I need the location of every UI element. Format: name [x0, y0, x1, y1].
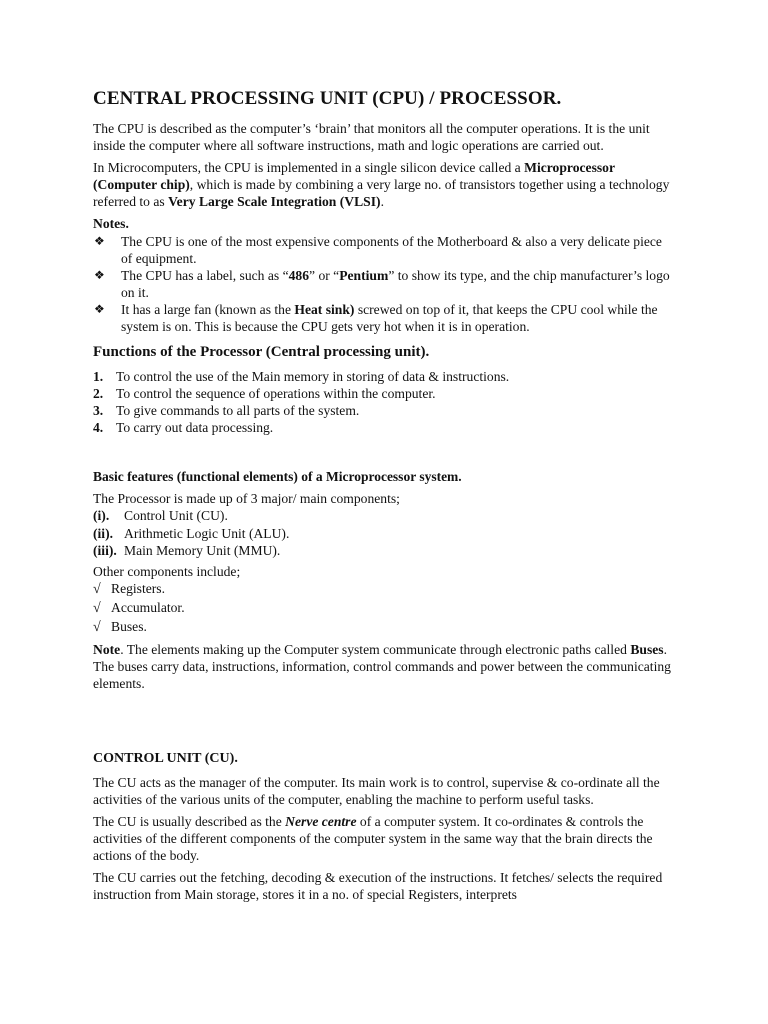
bold-term-microprocessor: Microprocessor (Computer chip) [93, 160, 615, 192]
item-text: Arithmetic Logic Unit (ALU). [124, 525, 290, 541]
item-number: (ii). [93, 525, 114, 541]
control-unit-paragraph-1: The CU acts as the manager of the computer. Its main work is to control, supervise & co-ordinate all the activities of the various units of the computer, enabling the machine to perform useful tasks. [93, 774, 660, 807]
item-text: To control the use of the Main memory in storing of data & instructions. [116, 369, 510, 384]
list-item [93, 301, 672, 335]
list-item [93, 368, 672, 385]
check-item [93, 599, 672, 618]
item-text: Accumulator. [111, 599, 185, 615]
item-number: 1. [93, 369, 104, 384]
text-run: ” to show its type, and the chip manufacturer’s logo on it. [121, 268, 670, 300]
bold-term-vlsi: Very Large Scale Integration (VLSI) [168, 194, 381, 209]
functions-heading: Functions of the Processor (Central processing unit). [93, 344, 430, 360]
component-item [93, 542, 672, 560]
item-number: 4. [93, 420, 104, 435]
other-components-lead: Other components include; [93, 563, 241, 579]
list-item [93, 385, 672, 402]
features-lead: The Processor is made up of 3 major/ main components; [93, 491, 400, 506]
item-text: To give commands to all parts of the system. [116, 403, 360, 418]
bold-term-pentium: Pentium [339, 268, 389, 283]
list-item [93, 402, 672, 419]
spacer [93, 697, 672, 751]
checkmark-icon: √ [93, 581, 101, 597]
checkmark-icon: √ [93, 600, 101, 616]
control-unit-heading: CONTROL UNIT (CU). [93, 750, 238, 766]
spacer [93, 441, 672, 469]
text-run: The CPU has a label, such as “ [121, 268, 289, 283]
check-item [93, 618, 672, 637]
item-number: 3. [93, 403, 104, 418]
item-number: (iii). [93, 543, 117, 558]
item-text: Buses. [111, 618, 147, 634]
intro-paragraph-1: The CPU is described as the computer’s ‘brain’ that monitors all the computer operations. It is the unit inside the computer where all software instructions, math and logic operations are carried out. [93, 121, 650, 153]
item-text: Main Memory Unit (MMU). [124, 543, 281, 558]
control-unit-paragraph-2 [93, 813, 672, 864]
note-label: Note [93, 641, 121, 657]
text-run: . [380, 194, 384, 209]
text-run: In Microcomputers, the CPU is implemented in a single silicon device called a [93, 160, 525, 175]
text-run: screwed on top of it, that keeps the CPU cool while the system is on. This is because the CPU gets very hot when it is in operation. [121, 302, 658, 334]
control-unit-paragraph-3: The CU carries out the fetching, decoding & execution of the instructions. It fetches/ selects the required instruction from Main storage, stores it in a no. of special Registers, interprets [93, 869, 663, 902]
item-text: Registers. [111, 580, 165, 596]
list-item [93, 233, 672, 267]
text-run: of a computer system. It co-ordinates & controls the activities of the different components of the computer system in the same way that the brain directs the actions of the body. [93, 813, 653, 863]
text-run: . The elements making up the Computer system communicate through electronic paths called [120, 641, 631, 657]
text-run: It has a large fan (known as the [121, 302, 295, 317]
bold-term-heat-sink: Heat sink) [294, 302, 355, 317]
functions-list [93, 368, 672, 436]
item-number: 2. [93, 386, 104, 401]
diamond-bullet-icon: ❖ [94, 302, 105, 316]
intro-paragraph-2 [93, 159, 672, 210]
component-item [93, 507, 672, 525]
list-item [93, 419, 672, 436]
check-item [93, 580, 672, 599]
list-item [93, 267, 672, 301]
text-run: The CPU is one of the most expensive components of the Motherboard & also a very delicate piece of equipment. [121, 234, 662, 266]
item-text: To control the sequence of operations within the computer. [116, 386, 436, 401]
bold-italic-term-nerve-centre: Nerve centre [285, 813, 357, 829]
text-run: . The buses carry data, instructions, information, control commands and power between the communicating elements. [93, 641, 671, 691]
checkmark-icon: √ [93, 619, 101, 635]
text-run: , which is made by combining a very large no. of transistors together using a technology referred to as [93, 177, 670, 209]
notes-heading: Notes. [93, 216, 129, 231]
bold-term-buses: Buses [630, 641, 664, 657]
buses-note [93, 641, 672, 692]
page-title: CENTRAL PROCESSING UNIT (CPU) / PROCESSOR. [93, 88, 562, 109]
text-run: ” or “ [309, 268, 340, 283]
item-text: To carry out data processing. [116, 420, 274, 435]
item-number: (i). [93, 508, 110, 523]
notes-list [93, 233, 672, 335]
bold-term-486: 486 [288, 268, 310, 283]
item-text: Control Unit (CU). [124, 508, 228, 523]
text-run: The CU is usually described as the [93, 813, 286, 829]
diamond-bullet-icon: ❖ [94, 234, 105, 248]
features-heading: Basic features (functional elements) of a Microprocessor system. [93, 469, 462, 484]
diamond-bullet-icon: ❖ [94, 268, 105, 282]
component-item [93, 525, 672, 543]
